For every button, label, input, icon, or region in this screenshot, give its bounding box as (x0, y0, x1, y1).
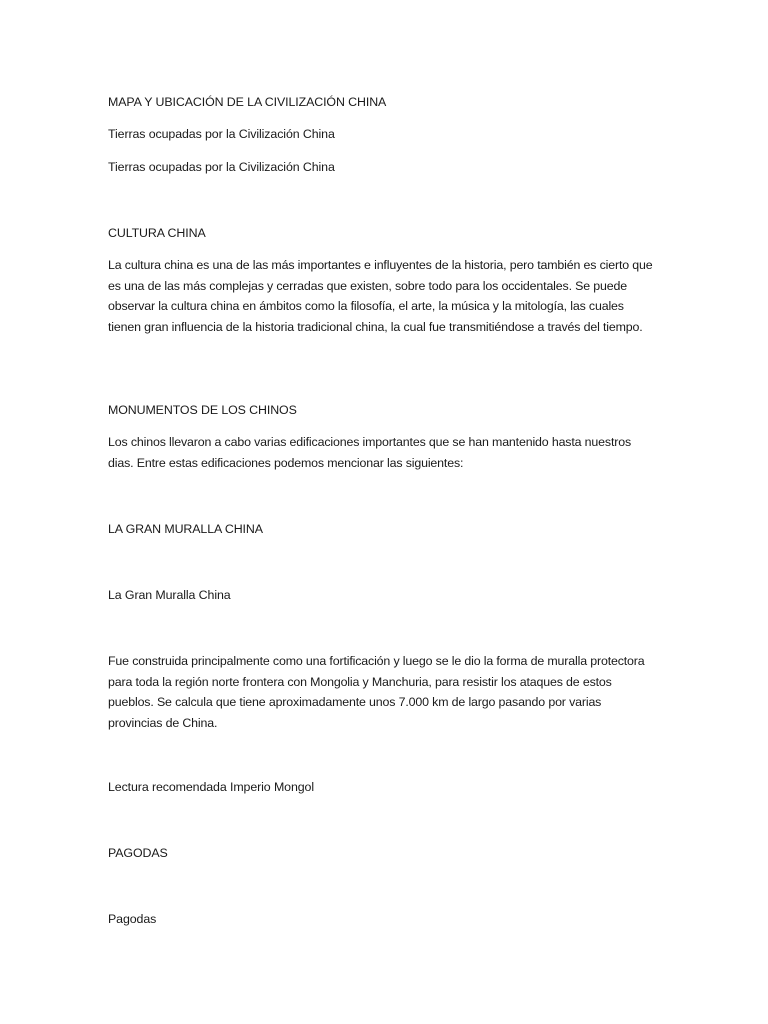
heading-great-wall: LA GRAN MURALLA CHINA (108, 522, 263, 536)
culture-paragraph: La cultura china es una de las más importantes e influyentes de la historia, pero también es cierto que es una de las más complejas y cerradas que existen, sobre todo para los occidentales. Se puede observar la cultura china en ámbitos como la filosofía, el arte, la música y la mitología, las cuales tienen gran influencia de la historia tradicional china, la cual fue transmitiéndose a través del tiempo. (108, 258, 653, 335)
caption-pagodas: Pagodas (108, 912, 157, 926)
heading-culture: CULTURA CHINA (108, 226, 206, 240)
heading-monuments: MONUMENTOS DE LOS CHINOS (108, 403, 297, 417)
great-wall-paragraph: Fue construida principalmente como una fortificación y luego se le dio la forma de muralla protectora para toda la región norte frontera con Mongolia y Manchuria, para resistir los ataques de estos pueblos. Se calcula que tiene aproximadamente unos 7.000 km de largo pasando por varias provincias de China. (108, 654, 645, 731)
caption-territory-1: Tierras ocupadas por la Civilización China (108, 127, 335, 141)
monuments-paragraph: Los chinos llevaron a cabo varias edificaciones importantes que se han mantenido hasta nuestros dias. Entre estas edificaciones podemos mencionar las siguientes: (108, 435, 632, 470)
caption-great-wall: La Gran Muralla China (108, 588, 231, 602)
heading-map: MAPA Y UBICACIÓN DE LA CIVILIZACIÓN CHINA (108, 95, 387, 109)
heading-pagodas: PAGODAS (108, 846, 168, 860)
caption-territory-2: Tierras ocupadas por la Civilización China (108, 160, 335, 174)
recommended-reading: Lectura recomendada Imperio Mongol (108, 780, 314, 794)
